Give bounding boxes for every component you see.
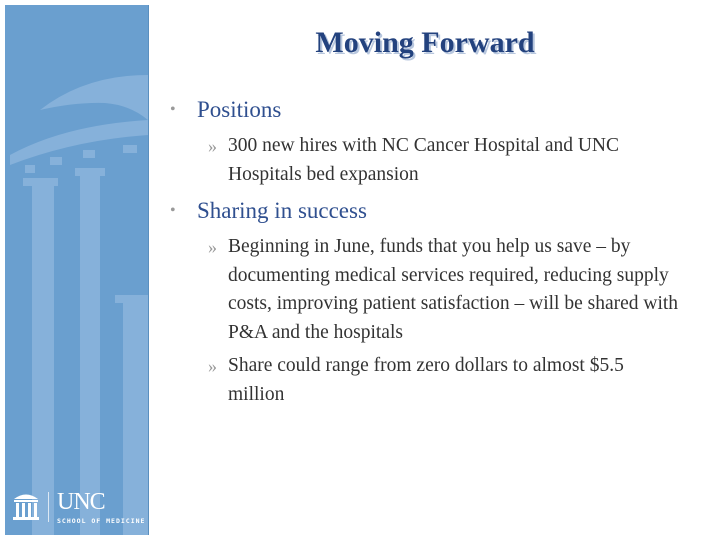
bullet-icon: • xyxy=(170,101,176,118)
old-well-watermark-icon xyxy=(5,5,148,535)
unc-school-of-medicine-logo xyxy=(13,490,148,526)
chevron-bullet-icon: » xyxy=(208,136,217,156)
bullet-icon: • xyxy=(170,202,176,219)
bullet-positions: • Positions xyxy=(170,95,690,125)
sidebar xyxy=(5,5,149,535)
slide-title: Moving Forward xyxy=(315,26,535,59)
logo-unc-text: UNC xyxy=(57,489,105,515)
old-well-logo-icon xyxy=(13,490,39,520)
bullet-sharing-in-success: • Sharing in success xyxy=(170,196,690,226)
chevron-bullet-icon: » xyxy=(208,356,217,376)
subbullet: » Share could range from zero dollars to almost $5.5 million xyxy=(170,352,690,409)
subbullet: » Beginning in June, funds that you help us save – by documenting medical services required, reducing supply costs, improving patient satisfaction – will be shared with P&A and the hospitals xyxy=(170,233,690,347)
chevron-bullet-icon: » xyxy=(208,237,217,257)
logo-subtitle: SCHOOL OF MEDICINE xyxy=(57,517,146,525)
subbullet: » 300 new hires with NC Cancer Hospital and UNC Hospitals bed expansion xyxy=(170,132,690,189)
logo-divider xyxy=(48,492,49,522)
slide-body xyxy=(170,95,690,409)
